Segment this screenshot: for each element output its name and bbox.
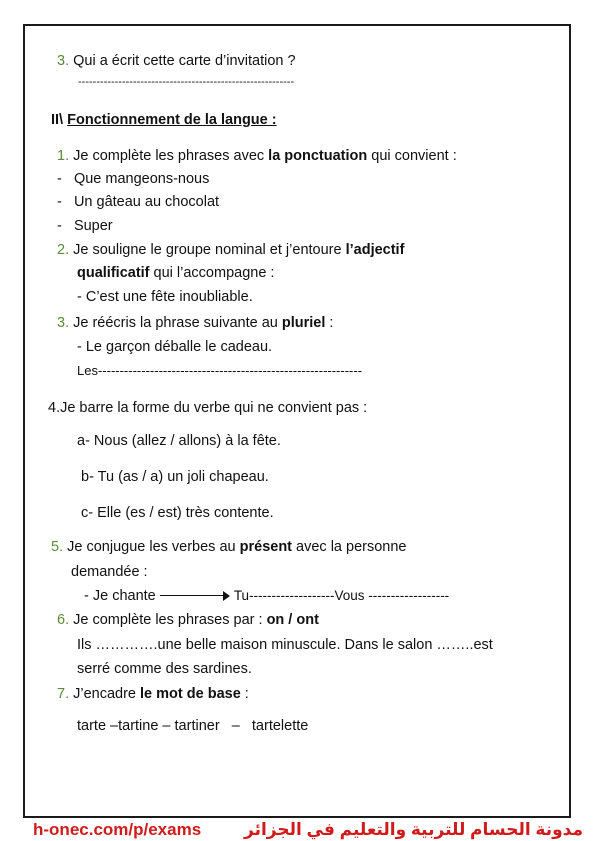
exercise-6-line-2: serré comme des sardines. [77,661,252,677]
exercise-1: 1. Je complète les phrases avec la ponctuation qui convient : [57,148,457,164]
exercise-4-a: a- Nous (allez / allons) à la fête. [77,433,281,449]
footer-url[interactable]: h-onec.com/p/exams [33,820,202,839]
question-3: 3. Qui a écrit cette carte d’invitation ? [57,53,296,69]
exercise-2-sentence: - C’est une fête inoubliable. [77,289,253,305]
list-item: - Un gâteau au chocolat [57,194,220,210]
exercise-3-sentence: - Le garçon déballe le cadeau. [77,339,273,355]
exercise-6-line-1: Ils ………….une belle maison minuscule. Dans le salon ……..est [77,637,493,653]
arrow-right-icon [160,591,230,601]
exercise-4-b: b- Tu (as / a) un joli chapeau. [81,469,269,485]
exercise-4: 4.Je barre la forme du verbe qui ne convient pas : [48,400,368,416]
exercise-4-c: c- Elle (es / est) très contente. [81,505,274,521]
section-title: II\ Fonctionnement de la langue : [51,112,277,128]
list-item: - Super [57,218,113,234]
answer-line: Les------------------------------------------------------------- [77,363,363,378]
exercise-5-cont: demandée : [71,564,148,580]
answer-line: ----------------------------------------------------------- [78,76,295,88]
exercise-7-words: tarte –tartine – tartiner – tartelette [77,718,309,734]
exercise-2-cont: qualificatif qui l’accompagne : [77,265,275,281]
list-item: - Que mangeons-nous [57,171,210,187]
footer-watermark [0,818,595,841]
exercise-5: 5. Je conjugue les verbes au présent avec la personne [51,539,407,555]
footer-blog-name: مدونة الحسام للتربية والتعليم في الجزائر [244,820,583,839]
exercise-2: 2. Je souligne le groupe nominal et j’entoure l’adjectif [57,242,405,258]
exercise-3: 3. Je réécris la phrase suivante au pluriel : [57,315,334,331]
exercise-7: 7. J’encadre le mot de base : [57,686,249,702]
exercise-5-row: - Je chante Tu-------------------Vous ------------------ [84,588,450,604]
exercise-6: 6. Je complète les phrases par : on / ont [57,612,319,628]
